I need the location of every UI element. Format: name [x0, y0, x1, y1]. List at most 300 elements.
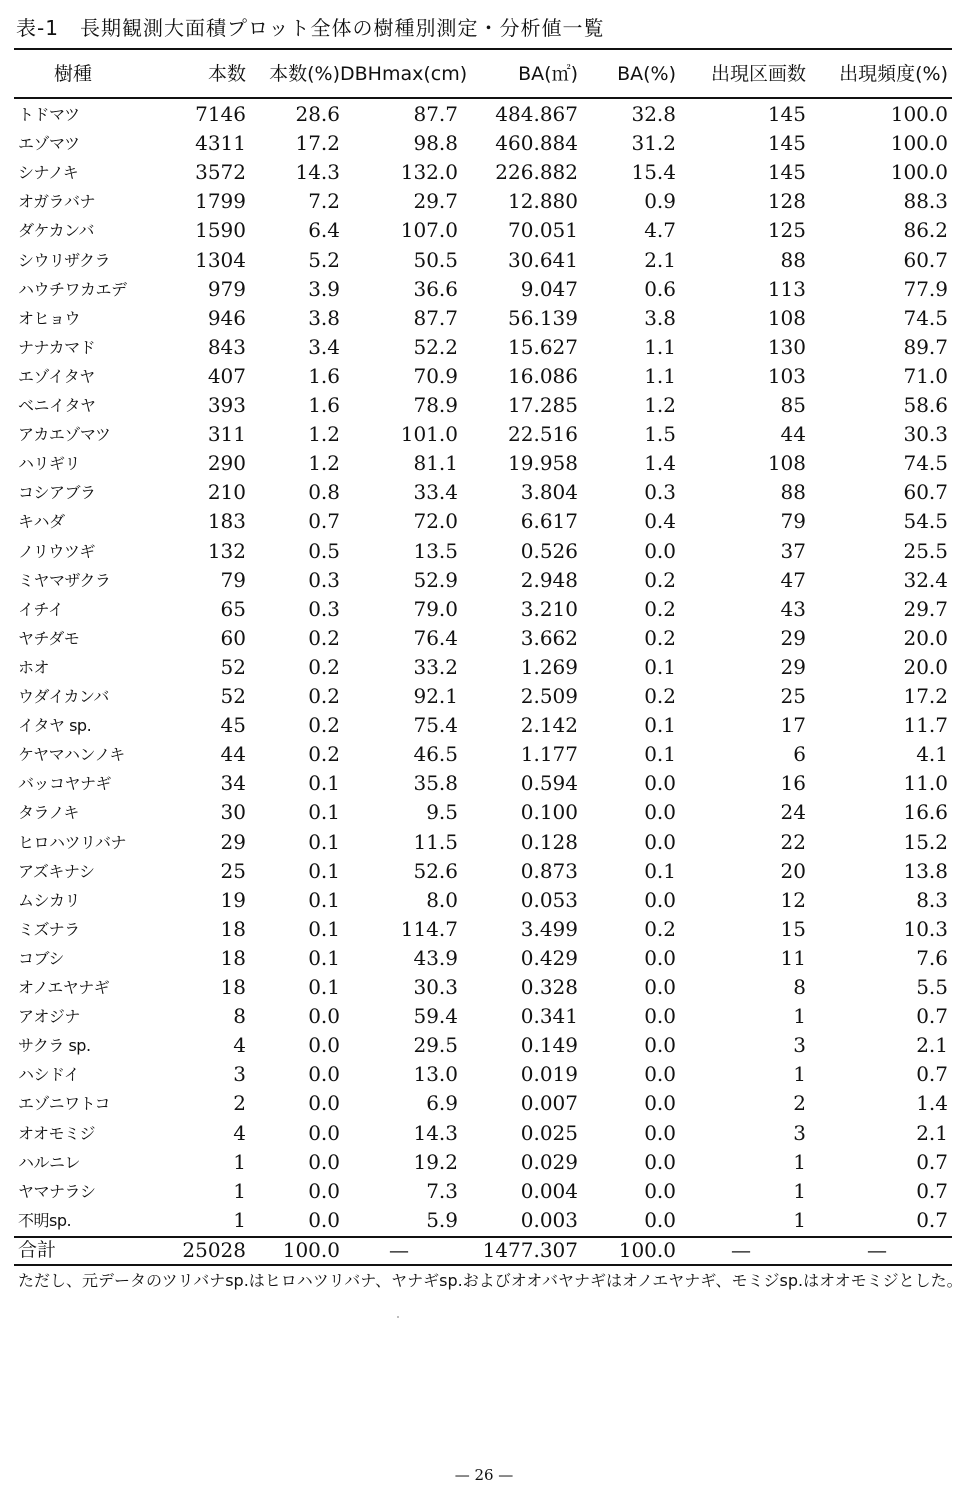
- cell-basal-area-percent: 0.1: [644, 742, 676, 767]
- cell-basal-area: 12.880: [508, 189, 578, 214]
- table-row: [14, 1119, 952, 1148]
- cell-plot-count: 20: [780, 858, 806, 883]
- cell-dbh-max: 9.5: [426, 800, 458, 825]
- cell-count: 2: [233, 1091, 246, 1116]
- cell-plot-count: 37: [780, 538, 806, 563]
- cell-dbh-max: 76.4: [413, 625, 458, 650]
- table-row: [14, 1206, 952, 1235]
- cell-species: ホオ: [18, 657, 50, 677]
- cell-basal-area-percent: 1.5: [644, 422, 676, 447]
- cell-species: ミヤマザクラ: [18, 570, 111, 590]
- cell-basal-area: 0.429: [520, 945, 578, 970]
- cell-basal-area: 0.873: [520, 858, 578, 883]
- cell-count-percent: 3.4: [308, 334, 340, 359]
- cell-count-percent: 0.0: [308, 1004, 340, 1029]
- cell-count: 1: [233, 1207, 246, 1232]
- cell-frequency: 88.3: [903, 189, 948, 214]
- cell-count: 30: [220, 800, 246, 825]
- cell-count-percent: 14.3: [295, 160, 340, 185]
- cell-basal-area-percent: 0.0: [644, 945, 676, 970]
- cell-plot-count: 3: [793, 1120, 806, 1145]
- cell-dbh-max: 52.6: [413, 858, 458, 883]
- cell-dbh-max: 19.2: [413, 1149, 458, 1174]
- cell-dbh-max: 36.6: [413, 276, 458, 301]
- cell-count: 183: [207, 509, 246, 534]
- cell-count-percent: 5.2: [308, 247, 340, 272]
- cell-species: オガラバナ: [18, 192, 96, 212]
- cell-plot-count: 108: [767, 451, 806, 476]
- cell-count-percent: 0.1: [308, 887, 340, 912]
- cell-count-percent: 0.0: [308, 1178, 340, 1203]
- cell-dbh-max: 13.0: [413, 1062, 458, 1087]
- table-row: [14, 566, 952, 595]
- total-row: [14, 1236, 952, 1265]
- cell-dbh-max: 29.5: [413, 1033, 458, 1058]
- cell-count-percent: 0.2: [308, 742, 340, 767]
- cell-dbh-max: 78.9: [413, 393, 458, 417]
- cell-dbh-max: 13.5: [413, 538, 458, 563]
- table-row: [14, 857, 952, 886]
- cell-plot-count: 8: [793, 975, 806, 999]
- cell-count: 132: [207, 538, 246, 563]
- total-frequency: —: [867, 1238, 887, 1262]
- table-row: [14, 129, 952, 158]
- cell-frequency: 77.9: [903, 276, 948, 301]
- cell-basal-area: 1.269: [520, 654, 578, 679]
- table-row: [14, 275, 952, 304]
- cell-dbh-max: 75.4: [413, 713, 458, 738]
- cell-frequency: 30.3: [903, 422, 948, 447]
- cell-frequency: 5.5: [916, 975, 948, 999]
- cell-species: トドマツ: [18, 105, 80, 124]
- cell-basal-area-percent: 0.0: [644, 1091, 676, 1116]
- cell-plot-count: 6: [793, 742, 806, 767]
- cell-plot-count: 47: [780, 567, 806, 592]
- cell-basal-area-percent: 0.0: [644, 538, 676, 563]
- header-plot-count: 出現区画数: [710, 63, 806, 85]
- cell-species: オノエヤナギ: [18, 978, 110, 997]
- cell-count-percent: 1.2: [308, 451, 340, 476]
- cell-frequency: 32.4: [903, 567, 948, 592]
- cell-count: 979: [207, 276, 246, 301]
- cell-basal-area: 0.328: [520, 975, 578, 999]
- cell-count-percent: 0.2: [308, 625, 340, 650]
- cell-frequency: 11.7: [903, 713, 948, 738]
- cell-frequency: 15.2: [903, 829, 948, 854]
- cell-frequency: 10.3: [903, 916, 948, 941]
- cell-basal-area: 0.341: [520, 1004, 578, 1029]
- cell-count-percent: 0.3: [308, 596, 340, 621]
- total-count: 25028: [182, 1238, 246, 1262]
- table-row: [14, 1060, 952, 1089]
- cell-species: エゾマツ: [18, 134, 80, 154]
- cell-count: 18: [220, 916, 246, 941]
- cell-species: コブシ: [18, 948, 64, 968]
- table-row: [14, 507, 952, 536]
- cell-dbh-max: 6.9: [426, 1091, 458, 1116]
- cell-basal-area: 30.641: [508, 247, 578, 272]
- cell-plot-count: 145: [767, 160, 806, 185]
- cell-basal-area-percent: 0.9: [644, 189, 676, 214]
- top-rule: [14, 48, 952, 50]
- cell-count: 210: [207, 480, 246, 505]
- cell-frequency: 60.7: [903, 480, 948, 505]
- cell-basal-area-percent: 1.4: [644, 451, 676, 476]
- cell-plot-count: 16: [780, 771, 806, 796]
- cell-basal-area-percent: 0.0: [644, 1207, 676, 1232]
- cell-count: 18: [220, 945, 246, 970]
- cell-frequency: 20.0: [903, 654, 948, 679]
- cell-basal-area-percent: 1.1: [644, 363, 676, 388]
- cell-dbh-max: 52.2: [413, 334, 458, 359]
- cell-frequency: 89.7: [903, 334, 948, 359]
- cell-dbh-max: 87.7: [413, 305, 458, 330]
- cell-count: 25: [220, 858, 246, 883]
- cell-basal-area-percent: 0.6: [644, 276, 676, 301]
- cell-plot-count: 1: [793, 1004, 806, 1029]
- cell-species: オオモミジ: [18, 1123, 96, 1143]
- header-basal-area: BA(㎡): [518, 63, 578, 85]
- cell-species: ヤチダモ: [18, 628, 80, 648]
- cell-count: 4311: [195, 131, 246, 156]
- cell-count: 34: [220, 771, 246, 796]
- cell-basal-area-percent: 0.0: [644, 975, 676, 999]
- cell-plot-count: 15: [780, 916, 806, 941]
- cell-species: キハダ: [18, 512, 65, 532]
- cell-dbh-max: 29.7: [413, 189, 458, 214]
- cell-species: 不明sp.: [18, 1210, 72, 1230]
- cell-dbh-max: 101.0: [400, 422, 458, 447]
- cell-count: 946: [207, 305, 246, 330]
- cell-dbh-max: 43.9: [413, 945, 458, 970]
- table-row: [14, 1002, 952, 1031]
- cell-basal-area: 6.617: [520, 509, 578, 534]
- cell-count: 45: [220, 713, 246, 738]
- table-row: [14, 362, 952, 391]
- cell-species: エゾニワトコ: [18, 1094, 111, 1114]
- cell-basal-area-percent: 3.8: [644, 305, 676, 330]
- cell-count: 843: [207, 334, 246, 359]
- cell-count: 18: [220, 975, 246, 999]
- cell-plot-count: 24: [780, 800, 806, 825]
- cell-plot-count: 3: [793, 1033, 806, 1058]
- cell-species: ケヤマハンノキ: [18, 745, 125, 765]
- cell-basal-area-percent: 0.2: [644, 916, 676, 941]
- cell-basal-area: 0.019: [520, 1062, 578, 1087]
- table-row: [14, 944, 952, 973]
- cell-dbh-max: 107.0: [400, 218, 458, 243]
- cell-frequency: 20.0: [903, 625, 948, 650]
- cell-frequency: 100.0: [890, 102, 948, 126]
- cell-basal-area-percent: 4.7: [644, 218, 676, 243]
- cell-basal-area-percent: 31.2: [631, 131, 676, 156]
- cell-plot-count: 88: [780, 480, 806, 505]
- cell-basal-area-percent: 0.1: [644, 654, 676, 679]
- header-species: 樹種: [54, 63, 93, 85]
- cell-count: 52: [220, 654, 246, 679]
- table-row: [14, 1177, 952, 1206]
- cell-dbh-max: 5.9: [426, 1207, 458, 1232]
- cell-dbh-max: 114.7: [400, 916, 458, 941]
- cell-plot-count: 12: [780, 887, 806, 912]
- cell-basal-area: 0.128: [520, 829, 578, 854]
- total-count-percent: 100.0: [282, 1238, 340, 1262]
- cell-basal-area-percent: 15.4: [631, 160, 676, 185]
- cell-count-percent: 0.1: [308, 916, 340, 941]
- cell-basal-area-percent: 0.0: [644, 1149, 676, 1174]
- cell-plot-count: 130: [767, 334, 806, 359]
- cell-dbh-max: 59.4: [413, 1004, 458, 1029]
- cell-frequency: 0.7: [916, 1149, 948, 1174]
- cell-plot-count: 1: [793, 1149, 806, 1174]
- cell-dbh-max: 70.9: [413, 363, 458, 388]
- cell-basal-area-percent: 2.1: [644, 247, 676, 272]
- cell-plot-count: 103: [767, 363, 806, 388]
- cell-plot-count: 113: [767, 276, 806, 301]
- cell-basal-area-percent: 1.2: [644, 393, 676, 417]
- cell-plot-count: 17: [780, 713, 806, 738]
- cell-dbh-max: 35.8: [413, 771, 458, 796]
- cell-basal-area: 3.210: [520, 596, 578, 621]
- total-basal-area-percent: 100.0: [618, 1238, 676, 1262]
- table-row: [14, 304, 952, 333]
- cell-basal-area: 22.516: [508, 422, 578, 447]
- cell-frequency: 100.0: [890, 160, 948, 185]
- cell-plot-count: 2: [793, 1091, 806, 1116]
- cell-basal-area: 0.003: [520, 1207, 578, 1232]
- table-title: 表-1 長期観測大面積プロット全体の樹種別測定・分析値一覧: [16, 16, 605, 40]
- table-row: [14, 740, 952, 769]
- cell-basal-area: 460.884: [495, 131, 578, 156]
- cell-count: 407: [207, 363, 246, 388]
- cell-count: 4: [233, 1033, 246, 1058]
- cell-count: 79: [220, 567, 246, 592]
- table-row: [14, 420, 952, 449]
- cell-frequency: 0.7: [916, 1178, 948, 1203]
- cell-species: ナナカマド: [18, 337, 96, 357]
- cell-count-percent: 1.6: [308, 393, 340, 417]
- cell-count-percent: 0.5: [308, 538, 340, 563]
- cell-species: ミズナラ: [18, 919, 80, 939]
- cell-frequency: 25.5: [903, 538, 948, 563]
- cell-count-percent: 1.2: [308, 422, 340, 447]
- cell-basal-area: 3.804: [520, 480, 578, 505]
- cell-plot-count: 1: [793, 1207, 806, 1232]
- cell-species: バッコヤナギ: [18, 774, 112, 794]
- cell-count-percent: 17.2: [295, 131, 340, 156]
- cell-dbh-max: 8.0: [426, 887, 458, 912]
- cell-basal-area: 0.029: [520, 1149, 578, 1174]
- cell-frequency: 74.5: [903, 451, 948, 476]
- cell-count-percent: 0.7: [308, 509, 340, 534]
- bottom-rule: [14, 1264, 952, 1266]
- total-plot-count: —: [731, 1238, 751, 1262]
- cell-count-percent: 6.4: [308, 218, 340, 243]
- header-count-percent: 本数(%): [269, 63, 340, 85]
- table-row: [14, 769, 952, 798]
- cell-basal-area: 2.142: [520, 713, 578, 738]
- cell-count: 19: [220, 887, 246, 912]
- footnote: ただし、元データのツリバナsp.はヒロハツリバナ、ヤナギsp.およびオオバヤナギはオノエヤナギ、モミジsp.はオオモミジとした。: [18, 1271, 963, 1290]
- cell-plot-count: 25: [780, 684, 806, 708]
- cell-frequency: 29.7: [903, 596, 948, 621]
- cell-plot-count: 108: [767, 305, 806, 330]
- cell-basal-area: 1.177: [520, 742, 578, 767]
- cell-count-percent: 3.8: [308, 305, 340, 330]
- table-row: [14, 449, 952, 478]
- cell-basal-area: 2.948: [520, 567, 578, 592]
- cell-species: エゾイタヤ: [18, 366, 95, 386]
- table-row: [14, 1031, 952, 1060]
- cell-dbh-max: 72.0: [413, 509, 458, 534]
- cell-species: ヒロハツリバナ: [18, 832, 127, 852]
- cell-plot-count: 44: [780, 422, 806, 447]
- cell-count: 29: [220, 829, 246, 854]
- cell-species: ハルニレ: [18, 1152, 81, 1172]
- cell-plot-count: 29: [780, 654, 806, 679]
- cell-count-percent: 0.0: [308, 1062, 340, 1087]
- cell-dbh-max: 87.7: [413, 102, 458, 126]
- cell-basal-area-percent: 0.0: [644, 1120, 676, 1145]
- cell-basal-area: 0.004: [520, 1178, 578, 1203]
- cell-basal-area: 3.499: [520, 916, 578, 941]
- cell-plot-count: 88: [780, 247, 806, 272]
- cell-plot-count: 145: [767, 131, 806, 156]
- table-row: [14, 158, 952, 187]
- cell-count-percent: 0.2: [308, 684, 340, 708]
- cell-species: イタヤ sp.: [18, 716, 92, 736]
- cell-count: 1590: [195, 218, 246, 243]
- cell-frequency: 1.4: [916, 1091, 948, 1116]
- cell-count: 311: [207, 422, 246, 447]
- cell-plot-count: 22: [780, 829, 806, 854]
- cell-count: 52: [220, 684, 246, 708]
- table-row: [14, 333, 952, 362]
- cell-basal-area: 0.100: [520, 800, 578, 825]
- cell-basal-area-percent: 32.8: [631, 102, 676, 126]
- cell-dbh-max: 92.1: [413, 684, 458, 708]
- cell-species: ノリウツギ: [18, 541, 95, 561]
- cell-species: コシアブラ: [18, 483, 96, 503]
- cell-basal-area-percent: 0.1: [644, 713, 676, 738]
- cell-basal-area: 0.053: [520, 887, 578, 912]
- table-row: [14, 798, 952, 827]
- cell-count: 7146: [195, 102, 246, 126]
- table-row: [14, 653, 952, 682]
- cell-species: アカエゾマツ: [18, 425, 111, 445]
- cell-basal-area-percent: 0.0: [644, 800, 676, 825]
- cell-basal-area-percent: 0.0: [644, 1178, 676, 1203]
- cell-basal-area-percent: 0.0: [644, 1004, 676, 1029]
- cell-frequency: 0.7: [916, 1062, 948, 1087]
- cell-frequency: 60.7: [903, 247, 948, 272]
- header-basal-area-percent: BA(%): [617, 63, 676, 85]
- cell-dbh-max: 81.1: [413, 451, 458, 476]
- cell-basal-area-percent: 0.2: [644, 684, 676, 708]
- cell-basal-area: 2.509: [520, 684, 578, 708]
- cell-count-percent: 3.9: [308, 276, 340, 301]
- cell-count-percent: 1.6: [308, 363, 340, 388]
- cell-plot-count: 43: [780, 596, 806, 621]
- cell-dbh-max: 14.3: [413, 1120, 458, 1145]
- cell-basal-area: 226.882: [495, 160, 578, 185]
- total-label: 合計: [18, 1239, 57, 1261]
- cell-dbh-max: 30.3: [413, 975, 458, 999]
- cell-count: 1799: [195, 189, 246, 214]
- cell-frequency: 2.1: [916, 1033, 948, 1058]
- cell-count: 3: [233, 1062, 246, 1087]
- cell-dbh-max: 52.9: [413, 567, 458, 592]
- cell-count-percent: 0.1: [308, 829, 340, 854]
- cell-basal-area: 0.594: [520, 771, 578, 796]
- cell-basal-area: 17.285: [508, 393, 578, 417]
- table-row: [14, 537, 952, 566]
- cell-dbh-max: 132.0: [400, 160, 458, 185]
- cell-dbh-max: 98.8: [413, 131, 458, 156]
- page-number: — 26 —: [454, 1466, 514, 1484]
- cell-dbh-max: 33.4: [413, 480, 458, 505]
- scan-speck: [397, 1316, 399, 1318]
- cell-basal-area: 484.867: [495, 102, 578, 126]
- cell-basal-area-percent: 0.2: [644, 567, 676, 592]
- cell-count-percent: 28.6: [295, 102, 340, 126]
- header-dbh-max: DBHmax(cm): [340, 63, 468, 85]
- table-row: [14, 828, 952, 857]
- cell-basal-area: 0.007: [520, 1091, 578, 1116]
- cell-count-percent: 0.0: [308, 1149, 340, 1174]
- cell-frequency: 86.2: [903, 218, 948, 243]
- cell-basal-area: 19.958: [508, 451, 578, 476]
- cell-species: ハリギリ: [18, 454, 81, 474]
- cell-basal-area: 3.662: [520, 625, 578, 650]
- cell-count-percent: 0.8: [308, 480, 340, 505]
- table-row: [14, 246, 952, 275]
- cell-basal-area-percent: 0.2: [644, 596, 676, 621]
- cell-count-percent: 0.2: [308, 713, 340, 738]
- cell-plot-count: 11: [780, 945, 806, 970]
- cell-species: シナノキ: [18, 163, 79, 183]
- cell-basal-area: 0.025: [520, 1120, 578, 1145]
- cell-basal-area-percent: 0.1: [644, 858, 676, 883]
- cell-basal-area: 0.149: [520, 1033, 578, 1058]
- total-dbh-max: —: [389, 1238, 409, 1262]
- cell-species: イチイ: [18, 599, 64, 619]
- cell-frequency: 0.7: [916, 1207, 948, 1232]
- cell-basal-area-percent: 0.4: [644, 509, 676, 534]
- cell-basal-area-percent: 0.2: [644, 625, 676, 650]
- cell-count: 8: [233, 1004, 246, 1029]
- table-header-row: [14, 60, 952, 89]
- table-row: [14, 478, 952, 507]
- cell-dbh-max: 79.0: [413, 596, 458, 621]
- cell-basal-area-percent: 0.0: [644, 1062, 676, 1087]
- table-row: [14, 682, 952, 711]
- cell-count-percent: 0.0: [308, 1091, 340, 1116]
- cell-dbh-max: 33.2: [413, 654, 458, 679]
- table-row: [14, 1089, 952, 1118]
- cell-frequency: 17.2: [903, 684, 948, 708]
- cell-frequency: 0.7: [916, 1004, 948, 1029]
- cell-frequency: 71.0: [903, 363, 948, 388]
- cell-species: オヒョウ: [18, 308, 81, 328]
- cell-species: アズキナシ: [18, 861, 95, 881]
- cell-count: 1: [233, 1149, 246, 1174]
- cell-plot-count: 1: [793, 1062, 806, 1087]
- cell-frequency: 11.0: [903, 771, 948, 796]
- cell-count-percent: 0.1: [308, 771, 340, 796]
- table-row: [14, 216, 952, 245]
- cell-frequency: 13.8: [903, 858, 948, 883]
